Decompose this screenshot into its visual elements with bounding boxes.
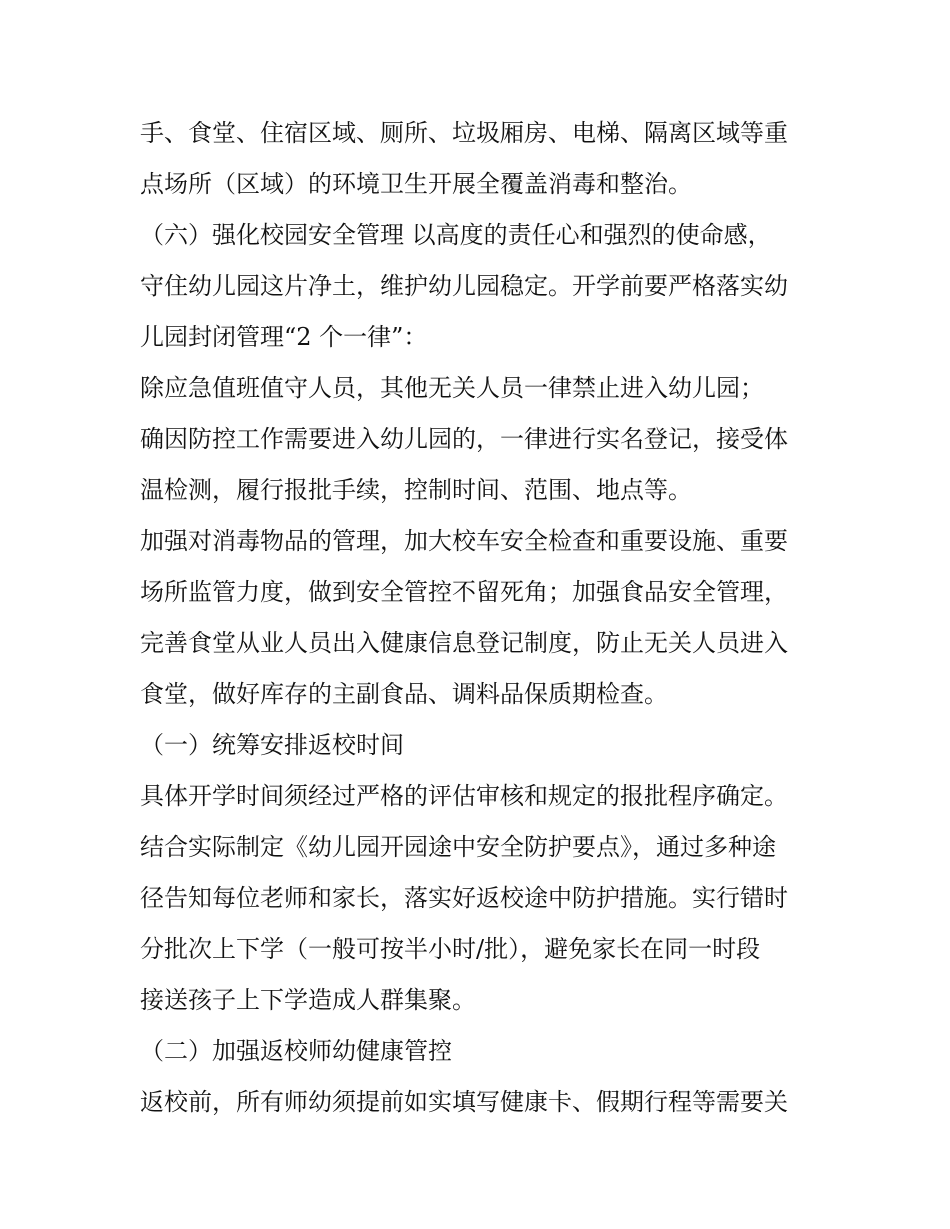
text-line: 温检测，履行报批手续，控制时间、范围、地点等。 [140,476,692,504]
text-line: 手、食堂、住宿区域、厕所、垃圾厢房、电梯、隔离区域等重 [140,119,788,147]
text-line: 确因防控工作需要进入幼儿园的，一律进行实名登记，接受体 [140,425,788,453]
text-line: 具体开学时间须经过严格的评估审核和规定的报批程序确定。 [140,782,788,810]
text-line: 场所监管力度，做到安全管控不留死角；加强食品安全管理， [140,578,788,606]
text-line: 除应急值班值守人员，其他无关人员一律禁止进入幼儿园； [140,374,764,402]
text-line: 分批次上下学（一般可按半小时/批），避免家长在同一时段 [140,935,761,963]
text-line: 完善食堂从业人员出入健康信息登记制度，防止无关人员进入 [140,629,788,657]
text-line: 接送孩子上下学造成人群集聚。 [140,986,476,1014]
text-line: 点场所（区域）的环境卫生开展全覆盖消毒和整治。 [140,170,692,198]
section-heading: （一）统筹安排返校时间 [140,731,404,759]
text-line: 食堂，做好库存的主副食品、调料品保质期检查。 [140,680,668,708]
text-line: 结合实际制定《幼儿园开园途中安全防护要点》，通过多种途 [140,833,776,861]
text-line: 返校前，所有师幼须提前如实填写健康卡、假期行程等需要关 [140,1088,788,1116]
section-heading: （二）加强返校师幼健康管控 [140,1037,452,1065]
text-line: 守住幼儿园这片净土，维护幼儿园稳定。开学前要严格落实幼 [140,272,788,300]
document-body [140,108,830,1128]
text-line: 径告知每位老师和家长，落实好返校途中防护措施。实行错时 [140,884,788,912]
section-heading: （六）强化校园安全管理 以高度的责任心和强烈的使命感， [140,221,772,249]
text-line: 加强对消毒物品的管理，加大校车安全检查和重要设施、重要 [140,527,788,555]
text-line: 儿园封闭管理“2 个一律”： [140,323,428,351]
